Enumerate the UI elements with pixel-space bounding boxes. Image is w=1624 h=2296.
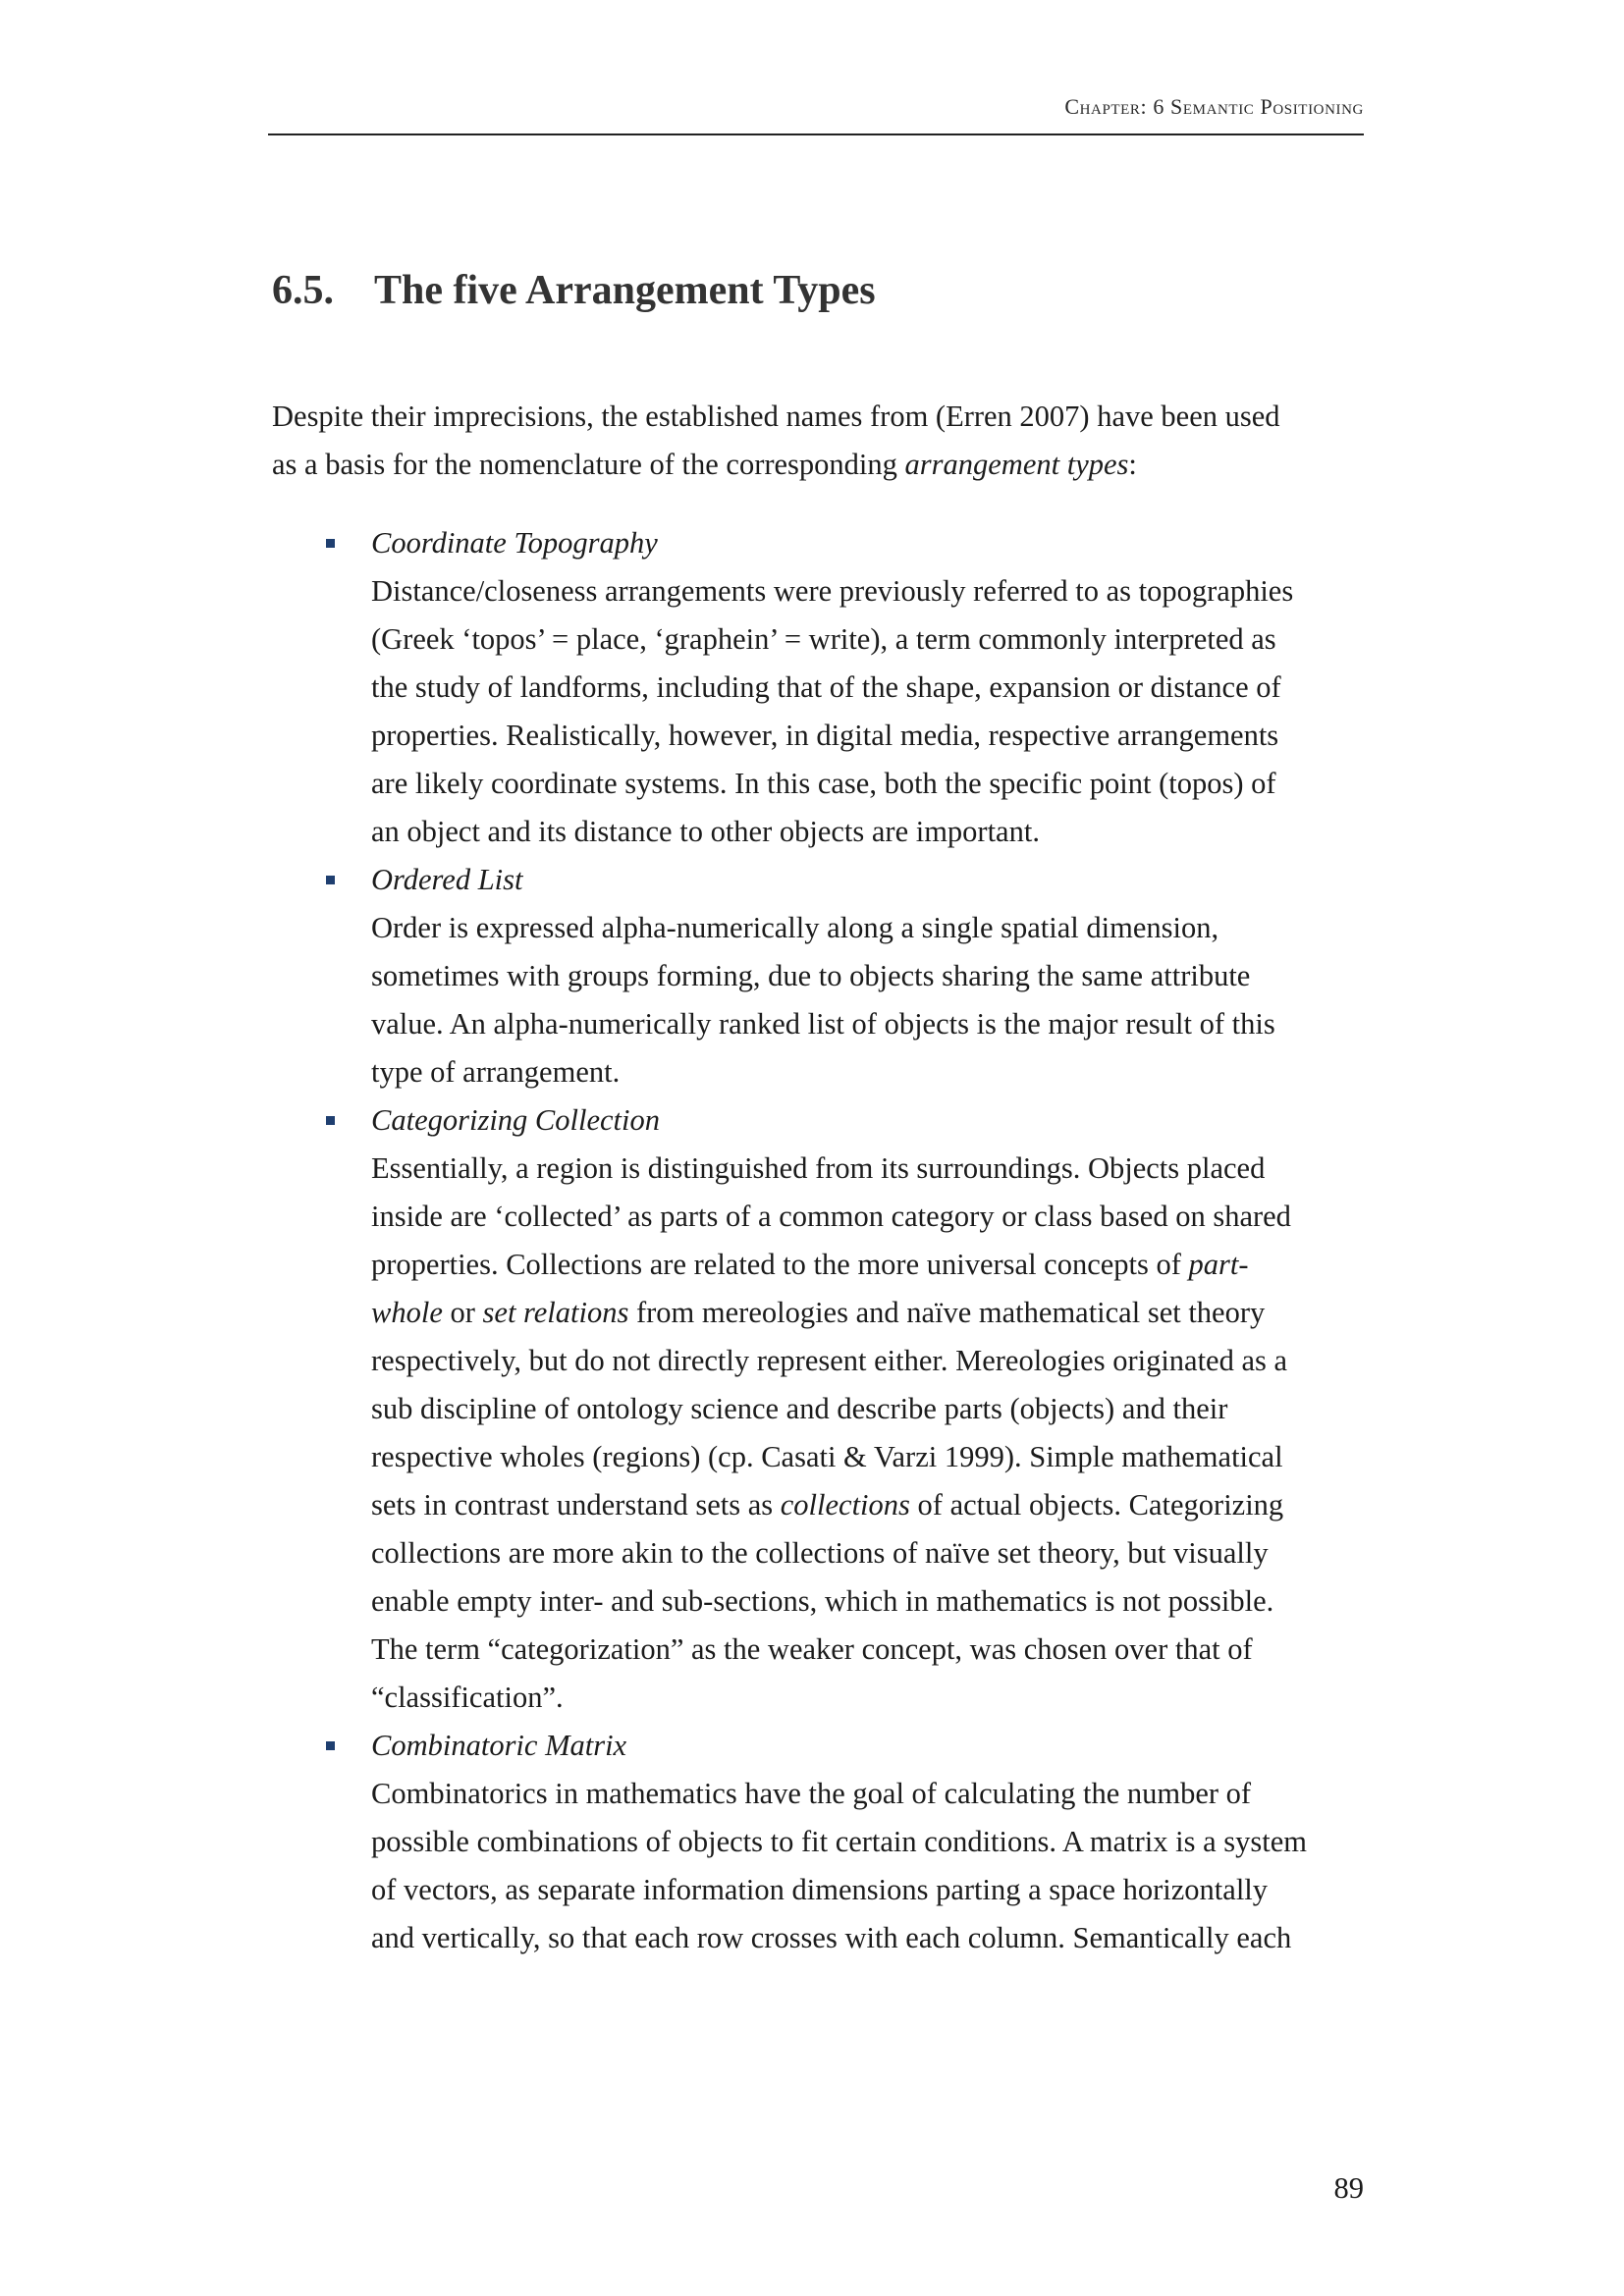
section-number: 6.5. <box>272 268 334 313</box>
text-line: enable empty inter- and sub-sections, which in mathematics is not possible. <box>371 1584 1274 1618</box>
list-item-categorizing-collection <box>371 1096 1369 1722</box>
text-line: Essentially, a region is distinguished from its surroundings. Objects placed <box>371 1151 1266 1185</box>
text-line <box>371 1289 1369 1337</box>
text-line: Combinatorics in mathematics have the goal of calculating the number of <box>371 1777 1252 1810</box>
intro-line <box>272 441 1368 489</box>
text-run: sets in contrast understand sets as <box>371 1488 781 1522</box>
list-item-ordered-list <box>371 856 1369 1096</box>
text-line <box>371 1241 1369 1289</box>
item-description <box>371 904 1369 1096</box>
text-line: inside are ‘collected’ as parts of a common category or class based on shared <box>371 1200 1291 1233</box>
bullet-icon <box>326 1741 335 1750</box>
bullet-icon <box>326 539 335 548</box>
page-number: 89 <box>1333 2171 1364 2205</box>
intro-emphasis: arrangement types <box>904 448 1129 481</box>
section-title: The five Arrangement Types <box>374 268 876 313</box>
section-heading <box>272 267 876 314</box>
item-term: Coordinate Topography <box>371 526 658 560</box>
list-item-combinatoric-matrix <box>371 1722 1369 1962</box>
text-line: value. An alpha-numerically ranked list of objects is the major result of this <box>371 1007 1275 1041</box>
text-emphasis: part- <box>1188 1248 1249 1281</box>
item-term: Categorizing Collection <box>371 1103 660 1137</box>
intro-text: : <box>1128 448 1137 481</box>
item-description <box>371 567 1369 856</box>
text-line: of vectors, as separate information dimensions parting a space horizontally <box>371 1873 1269 1906</box>
text-line: respectively, but do not directly represent either. Mereologies originated as a <box>371 1344 1288 1377</box>
item-description <box>371 1145 1369 1722</box>
text-line: type of arrangement. <box>371 1055 621 1089</box>
item-term: Combinatoric Matrix <box>371 1729 627 1762</box>
text-line: sub discipline of ontology science and describe parts (objects) and their <box>371 1392 1228 1425</box>
item-term: Ordered List <box>371 863 523 896</box>
text-run: properties. Collections are related to the more universal concepts of <box>371 1248 1189 1281</box>
text-line: respective wholes (regions) (cp. Casati & Varzi 1999). Simple mathematical <box>371 1440 1283 1473</box>
item-description <box>371 1770 1369 1962</box>
intro-line: Despite their imprecisions, the established names from (Erren 2007) have been used <box>272 400 1280 433</box>
text-run: or <box>442 1296 483 1329</box>
text-emphasis: whole <box>371 1296 443 1329</box>
text-line: sometimes with groups forming, due to objects sharing the same attribute <box>371 959 1251 992</box>
bullet-icon <box>326 876 335 884</box>
text-line: Distance/closeness arrangements were previously referred to as topographies <box>371 574 1294 608</box>
text-run: of actual objects. Categorizing <box>909 1488 1284 1522</box>
text-line: “classification”. <box>371 1681 564 1714</box>
text-line: (Greek ‘topos’ = place, ‘graphein’ = write), a term commonly interpreted as <box>371 622 1276 656</box>
text-line: properties. Realistically, however, in digital media, respective arrangements <box>371 719 1279 752</box>
intro-text: as a basis for the nomenclature of the corresponding <box>272 448 905 481</box>
text-line: and vertically, so that each row crosses with each column. Semantically each <box>371 1921 1292 1954</box>
text-line: possible combinations of objects to fit certain conditions. A matrix is a system <box>371 1825 1307 1858</box>
text-line: collections are more akin to the collections of naïve set theory, but visually <box>371 1536 1269 1570</box>
arrangement-types-list <box>371 519 1369 1962</box>
intro-paragraph <box>272 393 1368 489</box>
running-head: Chapter: 6 Semantic Positioning <box>1064 94 1364 119</box>
text-line: Order is expressed alpha-numerically along a single spatial dimension, <box>371 911 1219 944</box>
text-line: are likely coordinate systems. In this case, both the specific point (topos) of <box>371 767 1276 800</box>
header-rule <box>268 133 1364 135</box>
text-emphasis: collections <box>780 1488 910 1522</box>
text-line: The term “categorization” as the weaker concept, was chosen over that of <box>371 1632 1253 1666</box>
text-emphasis: set relations <box>482 1296 629 1329</box>
list-item-coordinate-topography <box>371 519 1369 856</box>
bullet-icon <box>326 1116 335 1125</box>
text-run: from mereologies and naïve mathematical set theory <box>628 1296 1266 1329</box>
text-line: the study of landforms, including that of the shape, expansion or distance of <box>371 670 1281 704</box>
text-line: an object and its distance to other objects are important. <box>371 815 1040 848</box>
text-line <box>371 1481 1369 1529</box>
